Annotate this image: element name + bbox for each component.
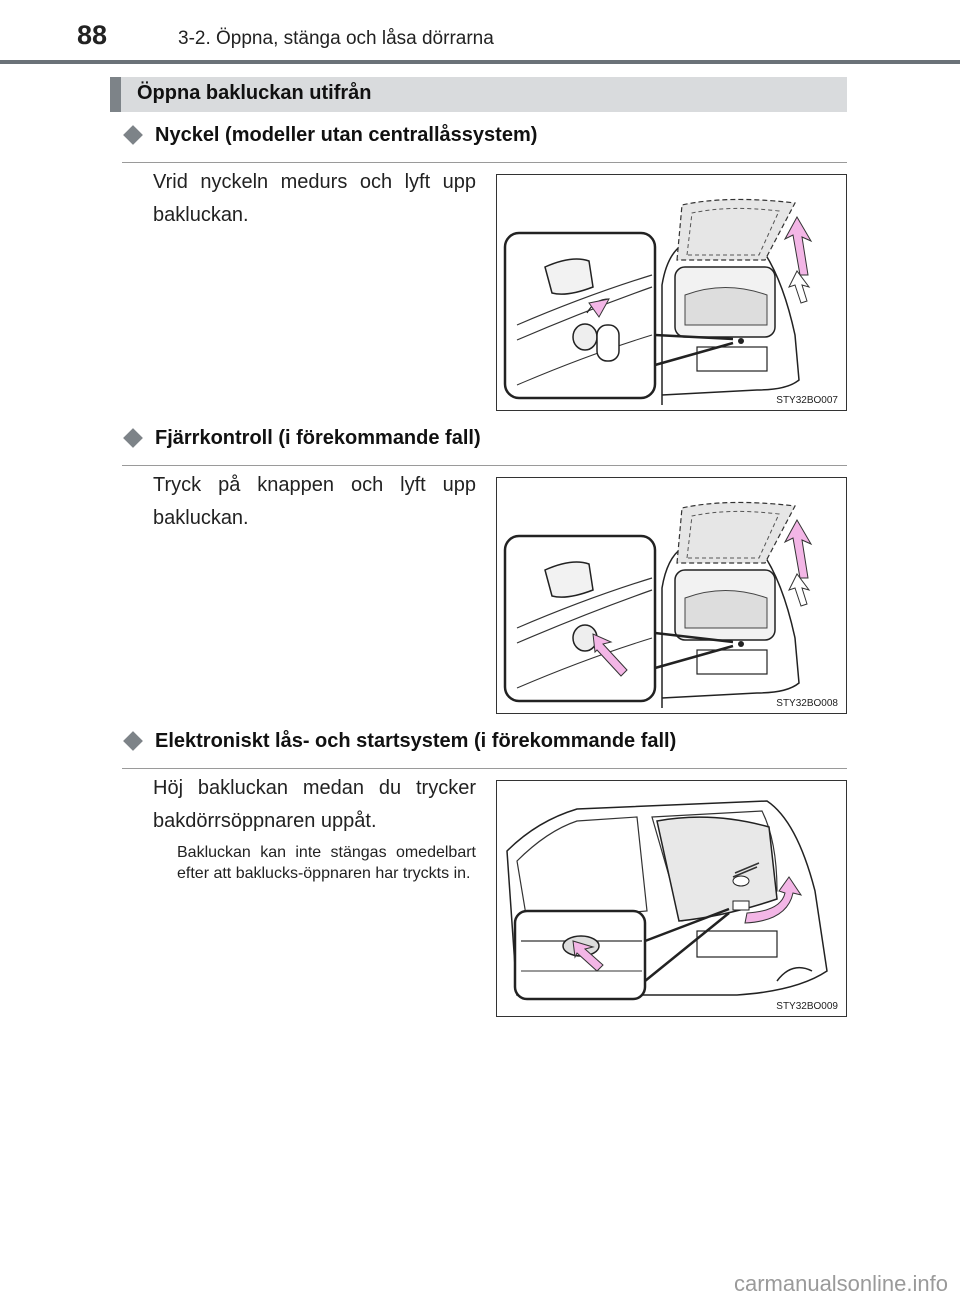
figure-key-unlock bbox=[496, 174, 847, 411]
diamond-bullet-icon bbox=[123, 428, 143, 448]
section-title-bar bbox=[110, 77, 847, 112]
subsection-heading-text: Fjärrkontroll (i förekommande fall) bbox=[155, 427, 481, 449]
tailgate-remote-illustration bbox=[497, 478, 847, 714]
section-title: Öppna bakluckan utifrån bbox=[137, 82, 372, 104]
subsection-key-body: Vrid nyckeln medurs och lyft upp bakluckan. bbox=[153, 171, 476, 226]
subsection-smart-entry-note: Bakluckan kan inte stängas omedelbart efter att baklucks-öppnaren har tryckts in. bbox=[177, 844, 476, 882]
subsection-heading-text: Nyckel (modeller utan centrallåssystem) bbox=[155, 124, 538, 146]
subsection-heading-text: Elektroniskt lås- och startsystem (i förekommande fall) bbox=[155, 730, 677, 752]
page-number: 88 bbox=[77, 20, 108, 50]
diamond-bullet-icon bbox=[123, 731, 143, 751]
tailgate-key-illustration bbox=[497, 175, 847, 411]
subsection-smart-entry-body: Höj bakluckan medan du trycker bakdörrsöppnaren uppåt. bbox=[153, 777, 476, 832]
subsection-remote-heading bbox=[122, 427, 847, 466]
subsection-smart-entry-heading bbox=[122, 730, 847, 769]
header-rule bbox=[0, 60, 960, 64]
diamond-bullet-icon bbox=[123, 125, 143, 145]
figure-code: STY32BO007 bbox=[776, 395, 838, 406]
subsection-key-heading bbox=[122, 124, 847, 163]
chapter-title: 3-2. Öppna, stänga och låsa dörrarna bbox=[178, 28, 494, 49]
figure-remote-unlock bbox=[496, 477, 847, 714]
watermark: carmanualsonline.info bbox=[733, 1271, 948, 1296]
figure-code: STY32BO008 bbox=[776, 698, 838, 709]
figure-smart-entry-unlock bbox=[496, 780, 847, 1017]
figure-code: STY32BO009 bbox=[776, 1001, 838, 1012]
subsection-remote-body: Tryck på knappen och lyft upp bakluckan. bbox=[153, 474, 476, 529]
tailgate-opener-illustration bbox=[497, 781, 847, 1017]
